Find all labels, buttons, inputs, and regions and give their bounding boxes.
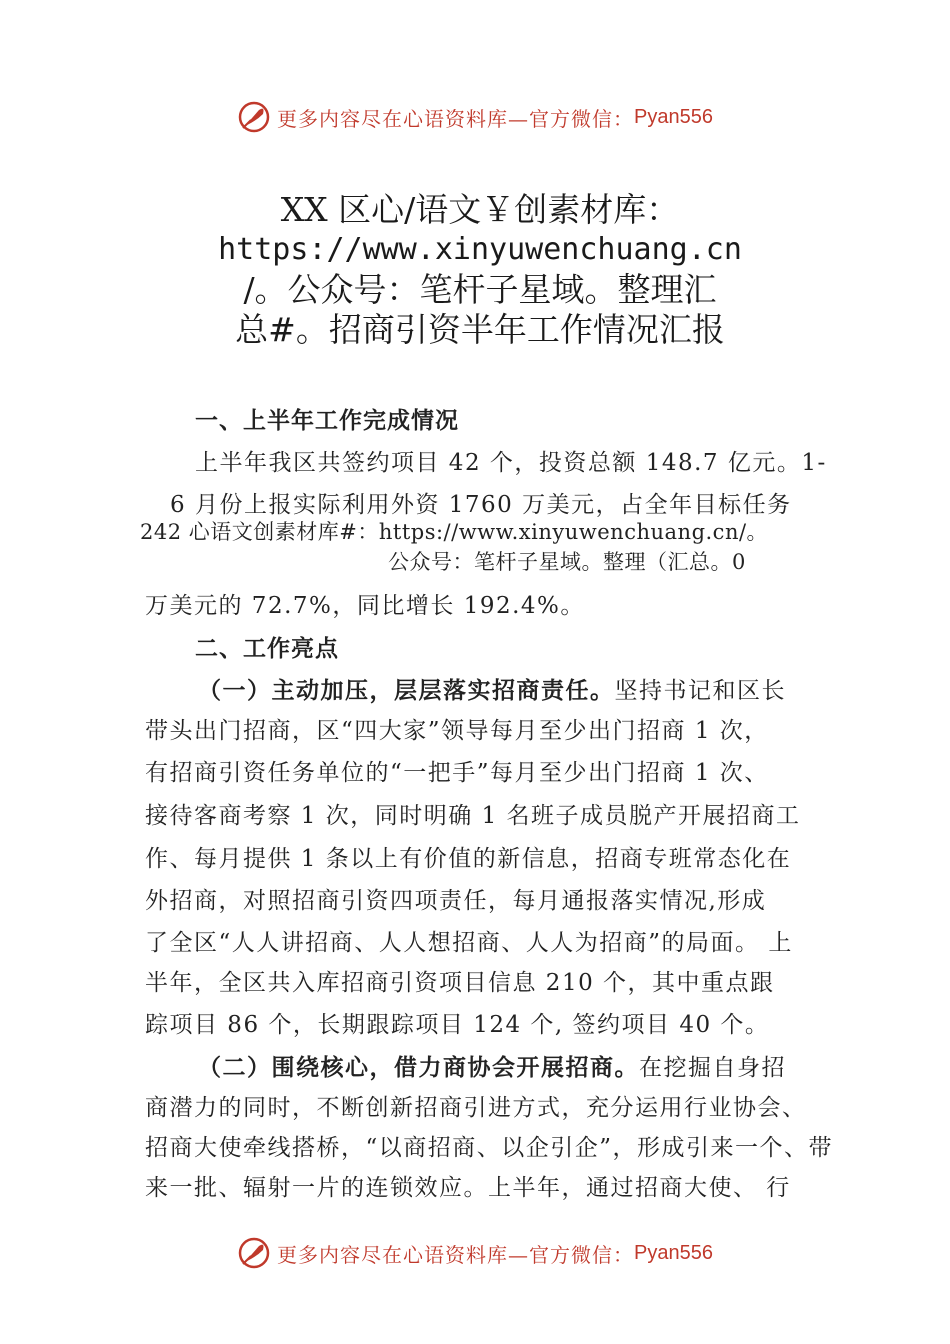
banner-text: 更多内容尽在心语资料库—官方微信： — [277, 1242, 635, 1267]
body-line: 带头出门招商，区“四大家”领导每月至少出门招商 1 次， — [145, 718, 769, 744]
title-line: XX 区心/语文￥创素材库： — [280, 190, 680, 229]
paragraph-first-line — [198, 672, 786, 705]
body-line: 公众号：笔杆子星域。整理（汇总。0 — [388, 550, 746, 574]
body-line: 作、每月提供 1 条以上有价值的新信息，招商专班常态化在 — [145, 846, 792, 872]
title-line: https://www.xinyuwenchuang.cn — [218, 232, 742, 267]
banner-text: 更多内容尽在心语资料库—官方微信： — [277, 106, 635, 131]
document-title — [200, 190, 760, 350]
body-line: 万美元的 72.7%，同比增长 192.4%。 — [145, 593, 585, 619]
body-line: 了全区“人人讲招商、人人想招商、人人为招商”的局面。 上 — [145, 930, 793, 956]
paragraph-first-line — [198, 1049, 786, 1082]
banner-wechat-id: Pyan556 — [634, 1241, 713, 1264]
body-line: 有招商引资任务单位的“一把手”每月至少出门招商 1 次、 — [145, 760, 769, 786]
paragraph-text: 坚持书记和区长 — [614, 678, 786, 704]
feather-logo-icon — [237, 1236, 271, 1270]
footer-watermark-banner — [0, 1228, 950, 1278]
header-watermark-banner — [0, 92, 950, 142]
body-line: 来一批、辐射一片的连锁效应。上半年，通过招商大使、 行 — [145, 1175, 791, 1201]
body-line: 招商大使牵线搭桥，“以商招商、以企引企”，形成引来一个、带 — [145, 1135, 834, 1161]
section-heading: 一、上半年工作完成情况 — [195, 408, 459, 434]
body-line: 外招商，对照招商引资四项责任，每月通报落实情况,形成 — [145, 888, 767, 914]
body-line: 商潜力的同时，不断创新招商引进方式，充分运用行业协会、 — [145, 1095, 807, 1121]
body-line: 242 心语文创素材库#：https://www.xinyuwenchuang.cn/。 — [140, 520, 769, 544]
paragraph-lead: （二）围绕核心，借力商协会开展招商。 — [198, 1055, 639, 1081]
banner-wechat-id: Pyan556 — [634, 105, 713, 128]
body-line: 半年，全区共入库招商引资项目信息 210 个，其中重点跟 — [145, 970, 775, 996]
paragraph-lead: （一）主动加压，层层落实招商责任。 — [198, 678, 615, 704]
body-line: 踪项目 86 个，长期跟踪项目 124 个, 签约项目 40 个。 — [145, 1012, 770, 1038]
feather-logo-icon — [237, 100, 271, 134]
title-line: /。公众号：笔杆子星域。整理汇 — [243, 270, 717, 309]
section-heading: 二、工作亮点 — [195, 636, 339, 662]
paragraph-text: 在挖掘自身招 — [639, 1055, 786, 1081]
body-line: 6 月份上报实际利用外资 1760 万美元，占全年目标任务 — [170, 492, 792, 518]
title-line: 总#。招商引资半年工作情况汇报 — [235, 310, 725, 349]
body-line: 上半年我区共签约项目 42 个，投资总额 148.7 亿元。1- — [195, 450, 827, 476]
body-line: 接待客商考察 1 次，同时明确 1 名班子成员脱产开展招商工 — [145, 803, 801, 829]
